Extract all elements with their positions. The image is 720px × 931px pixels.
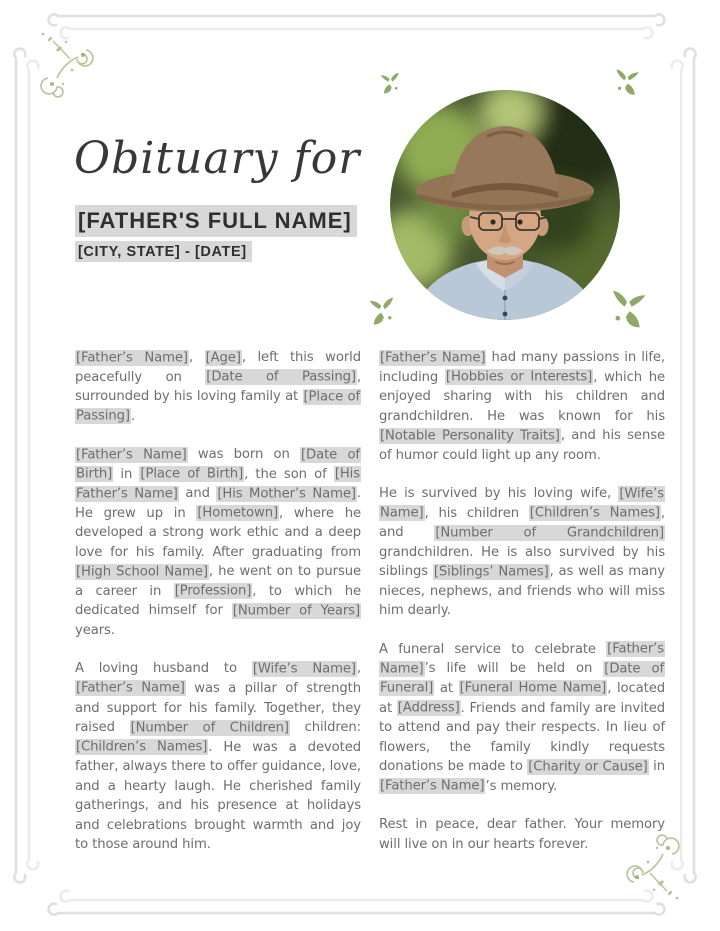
placeholder-field: [Siblings’ Names] [433, 564, 549, 580]
text-run: and [178, 486, 217, 502]
text-run: , he went on to pursue a career in [75, 564, 361, 599]
text-run: , to which he dedicated himself for [75, 583, 361, 619]
placeholder-field: [Profession] [174, 583, 252, 599]
text-run: ’s life will be held on [424, 661, 604, 677]
placeholder-field: [Father’s Name] [380, 350, 486, 365]
obituary-paragraph [379, 640, 665, 796]
text-run: , which he enjoyed sharing with his children and grandchildren. He was known for his [379, 369, 665, 424]
placeholder-field: [Children’s Names] [76, 739, 208, 755]
placeholder-field: [Place of Passing] [76, 389, 360, 424]
text-run: . [130, 408, 136, 424]
right-column [379, 348, 665, 874]
text-run: , and his sense of humor could light up any room. [379, 428, 665, 463]
obituary-paragraph [379, 815, 665, 854]
placeholder-field: [Father’s Name] [76, 447, 187, 463]
text-run: . He grew up in [75, 486, 361, 521]
obituary-body [75, 348, 665, 874]
placeholder-field: [Date of Passing] [206, 369, 356, 385]
text-run: , and [379, 505, 665, 541]
placeholder-field: [Place of Birth] [140, 466, 244, 482]
text-run: . Friends and family are invited to attend and pay their respects. In lieu of flowers, the family kindly requests donations be made to [379, 700, 665, 775]
placeholder-field: [Charity or Cause] [528, 759, 648, 775]
text-run: A funeral service to celebrate [379, 641, 607, 657]
placeholder-field: [Age] [205, 350, 241, 365]
placeholder-field: [Hometown] [197, 505, 279, 521]
text-run: He is survived by his loving wife, [379, 486, 619, 502]
father-full-name-placeholder: [FATHER'S FULL NAME] [75, 205, 357, 237]
portrait-photo [390, 90, 620, 320]
leaf-sprig-icon [366, 294, 400, 328]
text-run: had many passions in life, including [379, 350, 665, 385]
text-run: , where he developed a strong work ethic and a deep love for his family. After graduating from [75, 505, 361, 560]
placeholder-field: [Father’s Name] [380, 778, 485, 794]
placeholder-field: [Notable Personality Traits] [380, 428, 560, 444]
obituary-paragraph [75, 445, 361, 640]
floral-ornament-top-left-icon [28, 26, 100, 104]
placeholder-field: [Date of Funeral] [380, 661, 664, 696]
text-run: was a pillar of strength and support for his family. Together, they raised [75, 680, 361, 736]
obituary-paragraph [379, 484, 665, 621]
placeholder-field: [Date of Birth] [76, 447, 360, 482]
leaf-sprig-icon [604, 286, 650, 332]
placeholder-field: [Father’s Name] [76, 680, 185, 696]
placeholder-field: [Father’s Name] [76, 350, 188, 365]
text-run: . He was a devoted father, always there to offer guidance, love, and a hearty laugh. He cherished family gatherings, and his presence at holidays and celebrations brought warmth and joy to those around him. [75, 739, 361, 853]
text-run: , his children [424, 505, 529, 521]
placeholder-field: Name] [380, 661, 424, 677]
text-run: was born on [187, 447, 301, 463]
placeholder-field: [Wife’s Name] [252, 661, 356, 677]
left-column [75, 348, 361, 874]
placeholder-field: [High School Name] [76, 564, 208, 580]
text-run: , surrounded by his loving family at [75, 369, 361, 405]
text-run: , located at [379, 680, 665, 716]
placeholder-field: [Children’s Names] [529, 505, 660, 521]
text-run: grandchildren. He is also survived by his siblings [379, 544, 665, 580]
placeholder-field: [His Father’s Name] [76, 466, 361, 502]
text-run: in [648, 759, 665, 775]
text-run: in [113, 466, 140, 482]
placeholder-field: [Number of Years] [232, 603, 360, 619]
text-run: at [434, 680, 459, 696]
father-full-name-heading [75, 205, 357, 237]
leaf-sprig-icon [610, 66, 642, 98]
placeholder-field: [Father’s [607, 641, 664, 657]
text-run: ’s memory. [485, 778, 558, 794]
placeholder-field: [Hobbies or Interests] [445, 369, 593, 385]
script-title: Obituary for [74, 133, 361, 184]
placeholder-field: [Address] [397, 700, 460, 716]
city-state-date-placeholder: [CITY, STATE] - [DATE] [75, 241, 252, 262]
portrait-illustration [390, 90, 620, 320]
text-run: , as well as many nieces, nephews, and friends who will miss him dearly. [379, 564, 665, 619]
placeholder-field: [His Mother’s Name] [217, 486, 356, 502]
city-state-date-heading [75, 241, 252, 262]
text-run: , left this world peacefully on [75, 350, 361, 385]
placeholder-field: [Number of Grandchildren] [435, 525, 664, 541]
leaf-sprig-icon [378, 70, 404, 96]
text-run: , [188, 350, 205, 365]
obituary-paragraph [379, 348, 665, 465]
obituary-paragraph [75, 348, 361, 426]
placeholder-field: [Wife’s Name] [380, 486, 664, 521]
text-run: children: [289, 720, 362, 736]
obituary-paragraph [75, 659, 361, 854]
text-run: years. [75, 622, 115, 638]
text-run: A loving husband to [75, 661, 252, 677]
placeholder-field: [Funeral Home Name] [459, 680, 607, 696]
text-run: , the son of [244, 466, 334, 482]
text-run: , [356, 661, 361, 677]
text-run: Rest in peace, dear father. Your memory will live on in our hearts forever. [379, 817, 665, 852]
placeholder-field: [Number of Children] [130, 720, 289, 736]
